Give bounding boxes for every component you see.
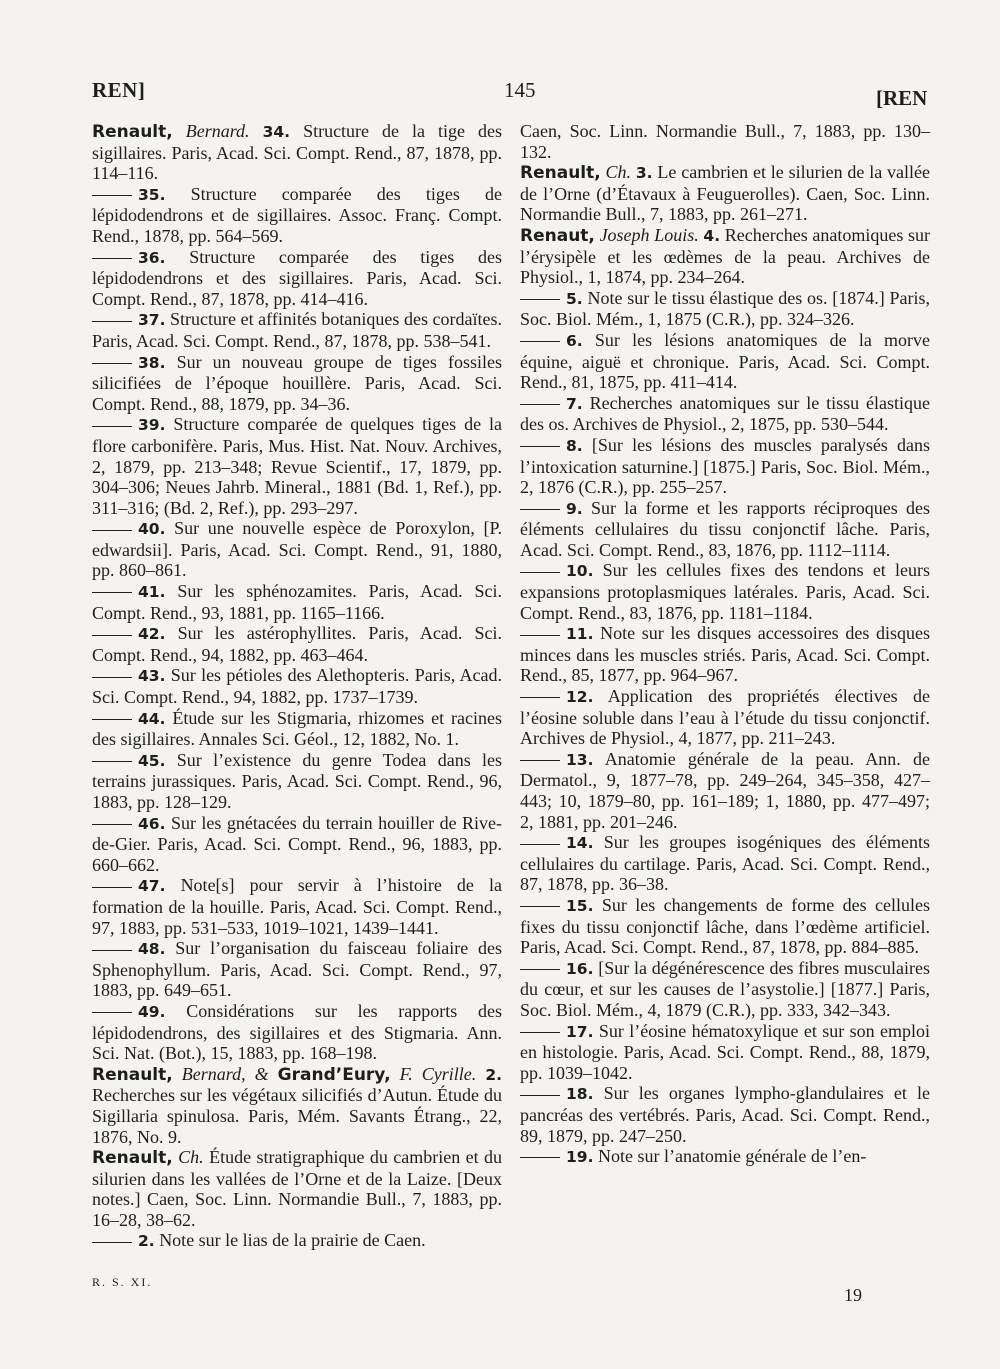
entry-text: Sur les changements de forme des cellules fixes du tissu conjonctif lâche, dans l’œdème artificiel. Paris, Acad. Sci. Compt. Rend., 87, 1878, pp. 884–885.	[520, 894, 930, 958]
entry-text: [Sur les lésions des muscles paralysés dans l’intoxication saturnine.] [1875.] Paris, Soc. Biol. Mém., 2, 1876 (C.R.), pp. 255–257.	[520, 434, 931, 498]
entry-text: Considérations sur les rapports des lépidodendrons, des sigillaires et des Stigmaria. Ann. Sci. Nat. (Bot.), 15, 1883, pp. 168–198.	[92, 1000, 503, 1064]
ditto-dash	[92, 824, 132, 825]
ditto-dash	[92, 592, 132, 593]
ditto-dash	[520, 844, 560, 845]
bibliography-entry	[520, 623, 930, 686]
ditto-dash	[520, 906, 560, 907]
right-column	[520, 121, 930, 1168]
bibliography-entry	[520, 749, 930, 832]
entry-text: Structure comparée des tiges de lépidodendrons et de sigillaires. Assoc. Franç. Compt. Rend., 1878, pp. 564–569.	[92, 183, 502, 246]
entry-text: Note sur le lias de la prairie de Caen.	[159, 1230, 426, 1251]
ditto-dash	[92, 258, 132, 259]
entry-number: 7.	[566, 394, 583, 413]
bibliography-entry	[520, 225, 930, 288]
entry-number: 11.	[566, 625, 594, 644]
bibliography-entry	[92, 352, 502, 415]
entry-text: [Sur la dégénérescence des fibres musculaires du cœur, et sur les causes de l’asystolie.] [1877.] Paris, Soc. Biol. Mém., 4, 1879 (C.R.), pp. 333, 342–343.	[520, 957, 930, 1020]
entry-text: Structure comparée de quelques tiges de la flore carbonifère. Paris, Mus. Hist. Nat. Nouv. Archives, 2, 1879, pp. 213–348; Revue Scientif., 17, 1879, pp. 304–306; Neues Jahrb. Mineral., 1881 (Bd. 1, Ref.), pp. 311–316; (Bd. 2, Ref.), pp. 293–297.	[92, 414, 502, 518]
entry-number: 38.	[138, 353, 166, 372]
entry-number: 36.	[138, 248, 166, 267]
ditto-dash	[520, 404, 560, 405]
bibliography-entry	[520, 1021, 930, 1084]
bibliography-entry	[520, 162, 930, 225]
author-name: Renault,	[520, 163, 601, 184]
entry-text: Sur la forme et les rapports réciproques des éléments cellulaires du tissu conjonctif lâche. Paris, Acad. Sci. Compt. Rend., 83, 1876, pp. 1112–1114.	[520, 497, 931, 560]
entry-number: 6.	[566, 331, 583, 350]
entry-number: 46.	[138, 814, 166, 833]
bibliography-entry	[520, 435, 930, 498]
entry-number: 40.	[138, 520, 166, 539]
entry-number: 14.	[566, 834, 594, 853]
bibliography-entry	[92, 813, 502, 876]
author-name: Renault,	[92, 1064, 173, 1085]
entry-text: Caen, Soc. Linn. Normandie Bull., 7, 1883, pp. 130–132.	[520, 121, 930, 162]
running-head-right: [REN	[876, 86, 928, 110]
author-name: Renault,	[92, 1148, 173, 1169]
author-name: Renaut,	[520, 225, 595, 246]
entry-number: 35.	[138, 185, 166, 204]
ditto-dash	[92, 677, 132, 678]
entry-number: 3.	[635, 164, 653, 183]
entry-text: Étude sur les Stigmaria, rhizomes et racines des sigillaires. Annales Sci. Géol., 12, 1882, No. 1.	[92, 707, 502, 750]
entry-number: 15.	[566, 896, 594, 915]
bibliography-entry	[92, 1147, 502, 1230]
ditto-dash	[92, 195, 132, 196]
ditto-dash	[520, 1032, 560, 1033]
bibliography-entry	[92, 1230, 502, 1252]
entry-number: 39.	[138, 416, 166, 435]
author-given-name: Joseph Louis.	[599, 224, 699, 245]
ditto-dash	[520, 572, 560, 573]
coauthor-name: Grand’Eury,	[277, 1064, 391, 1085]
bibliography-entry	[520, 1083, 930, 1146]
author-given-name: Bernard.	[185, 121, 250, 141]
author-name: Renault,	[92, 122, 173, 142]
bibliography-entry	[92, 247, 502, 310]
entry-number: 18.	[566, 1085, 594, 1104]
author-given-name: Bernard, &	[181, 1063, 278, 1084]
entry-number: 42.	[138, 625, 166, 644]
entry-text: Sur un nouveau groupe de tiges fossiles silicifiées de l’époque houillère. Paris, Acad. Sci. Compt. Rend., 88, 1879, pp. 34–36.	[92, 351, 503, 414]
ditto-dash	[520, 969, 560, 970]
entry-text: Recherches anatomiques sur le tissu élastique des os. Archives de Physiol., 2, 1875, pp. 530–544.	[520, 392, 931, 435]
bibliography-entry	[92, 1001, 502, 1064]
bibliography-entry	[520, 958, 930, 1021]
bibliography-entry	[520, 1146, 930, 1168]
entry-text: Application des propriétés électives de l’éosine soluble dans l’eau à l’étude du tissu conjonctif. Archives de Physiol., 4, 1877, pp. 211–243.	[520, 686, 931, 749]
entry-text: Sur l’éosine hématoxylique et sur son emploi en histologie. Paris, Acad. Sci. Compt. Rend., 88, 1879, pp. 1039–1042.	[520, 1020, 930, 1083]
entry-number: 37.	[138, 311, 166, 330]
entry-number: 12.	[566, 688, 594, 707]
bibliography-entry	[92, 1064, 502, 1147]
ditto-dash	[92, 363, 132, 364]
entry-number: 9.	[566, 499, 583, 518]
sheet-number: 19	[844, 1285, 862, 1305]
entry-text: Note sur le tissu élastique des os. [1874.] Paris, Soc. Biol. Mém., 1, 1875 (C.R.), pp. 324–326.	[520, 287, 931, 330]
entry-text: Sur les gnétacées du terrain houiller de Rive-de-Gier. Paris, Acad. Sci. Compt. Rend., 96, 1883, pp. 660–662.	[92, 812, 503, 875]
bibliography-entry	[520, 330, 930, 393]
entry-number: 8.	[566, 436, 583, 455]
coauthor-given-name: F. Cyrille.	[399, 1063, 477, 1084]
bibliography-entry	[520, 832, 930, 895]
ditto-dash	[92, 530, 132, 531]
bibliography-entry	[92, 414, 502, 518]
bibliography-entry	[92, 750, 502, 813]
entry-text: Sur les sphénozamites. Paris, Acad. Sci. Compt. Rend., 93, 1881, pp. 1165–1166.	[92, 581, 502, 623]
entry-number: 2.	[138, 1232, 155, 1251]
entry-number: 43.	[138, 667, 166, 686]
entry-number: 44.	[138, 709, 166, 728]
ditto-dash	[520, 1157, 560, 1158]
ditto-dash	[92, 950, 132, 951]
page-number: 145	[504, 78, 536, 102]
ditto-dash	[520, 341, 560, 342]
entry-number: 4.	[703, 226, 721, 245]
entry-text: Note sur l’anatomie générale de l’en-	[597, 1146, 867, 1167]
entry-text: Sur l’organisation du faisceau foliaire des Sphenophyllum. Paris, Acad. Sci. Compt. Rend., 97, 1883, pp. 649–651.	[92, 938, 503, 1001]
entry-text: Sur les pétioles des Alethopteris. Paris, Acad. Sci. Compt. Rend., 94, 1882, pp. 1737–1739.	[92, 665, 502, 708]
entry-text: Sur une nouvelle espèce de Poroxylon, [P. edwardsii]. Paris, Acad. Sci. Compt. Rend., 91, 1880, pp. 860–861.	[92, 518, 502, 581]
entry-number: 49.	[138, 1002, 166, 1021]
left-column	[92, 121, 502, 1252]
bibliography-entry	[520, 895, 930, 958]
entry-text: Sur l’existence du genre Todea dans les terrains jurassiques. Paris, Acad. Sci. Compt. Rend., 96, 1883, pp. 128–129.	[92, 749, 503, 812]
entry-text: Recherches anatomiques sur l’érysipèle et les œdèmes de la peau. Archives de Physiol., 1, 1874, pp. 234–264.	[520, 224, 931, 288]
author-given-name: Ch.	[178, 1147, 204, 1168]
entry-number: 2.	[485, 1065, 503, 1084]
ditto-dash	[520, 299, 560, 300]
signature-mark: R. S. XI.	[92, 1275, 153, 1289]
bibliography-entry	[520, 498, 930, 561]
entry-number: 47.	[138, 877, 166, 896]
entry-text: Structure comparée des tiges des lépidodendrons et des sigillaires. Paris, Acad. Sci. Compt. Rend., 87, 1878, pp. 414–416.	[92, 246, 503, 309]
entry-number: 13.	[566, 750, 594, 769]
bibliography-entry	[520, 560, 930, 623]
bibliography-entry	[92, 708, 502, 750]
entry-number: 45.	[138, 751, 166, 770]
running-head-left: REN]	[92, 78, 146, 102]
ditto-dash	[92, 719, 132, 720]
ditto-dash	[92, 1012, 132, 1013]
entry-number: 34.	[262, 123, 291, 141]
entry-text: Note[s] pour servir à l’histoire de la formation de la houille. Paris, Acad. Sci. Compt. Rend., 97, 1883, pp. 531–533, 1019–1021, 1439–1441.	[92, 875, 502, 938]
entry-text: Anatomie générale de la peau. Ann. de Dermatol., 9, 1877–78, pp. 249–264, 345–358, 427–443; 10, 1879–80, pp. 161–189; 1, 1880, pp. 477–497; 2, 1881, pp. 201–246.	[520, 748, 930, 832]
entry-text: Sur les astérophyllites. Paris, Acad. Sci. Compt. Rend., 94, 1882, pp. 463–464.	[92, 623, 502, 665]
ditto-dash	[92, 887, 132, 888]
entry-number: 16.	[566, 959, 594, 978]
entry-number: 5.	[566, 289, 583, 308]
bibliography-entry	[520, 686, 930, 749]
entry-text: Recherches sur les végétaux silicifiés d’Autun. Étude du Sigillaria spinulosa. Paris, Mém. Savants Étrang., 22, 1876, No. 9.	[92, 1085, 502, 1147]
bibliography-entry	[92, 184, 502, 247]
entry-text: Le cambrien et le silurien de la vallée de l’Orne (d’Étavaux à Feuguerolles). Caen, Soc. Linn. Normandie Bull., 7, 1883, pp. 261–271.	[520, 162, 931, 225]
ditto-dash	[520, 1095, 560, 1096]
ditto-dash	[92, 1242, 132, 1243]
ditto-dash	[520, 760, 560, 761]
bibliography-entry	[92, 309, 502, 351]
author-given-name: Ch.	[605, 162, 632, 183]
entry-number: 17.	[566, 1022, 594, 1041]
entry-text: Sur les organes lympho-glandulaires et le pancréas des vertébrés. Paris, Acad. Sci. Compt. Rend., 89, 1879, pp. 247–250.	[520, 1083, 930, 1146]
entry-text: Sur les groupes isogéniques des éléments cellulaires du cartilage. Paris, Acad. Sci. Compt. Rend., 87, 1878, pp. 36–38.	[520, 832, 930, 895]
ditto-dash	[92, 761, 132, 762]
entry-text: Structure et affinités botaniques des cordaïtes. Paris, Acad. Sci. Compt. Rend., 87, 1878, pp. 538–541.	[92, 309, 502, 351]
bibliography-entry	[520, 288, 930, 330]
entry-number: 10.	[566, 562, 594, 581]
bibliography-entry	[92, 623, 502, 665]
ditto-dash	[520, 697, 560, 698]
bibliography-entry	[92, 518, 502, 581]
ditto-dash	[92, 635, 132, 636]
ditto-dash	[92, 321, 132, 322]
bibliography-entry	[520, 393, 930, 435]
entry-number: 19.	[566, 1148, 594, 1167]
entry-text: Note sur les disques accessoires des disques minces dans les muscles striés. Paris, Acad. Sci. Compt. Rend., 85, 1877, pp. 964–967.	[520, 623, 930, 686]
entry-number: 41.	[138, 583, 166, 602]
entry-text: Structure de la tige des sigillaires. Paris, Acad. Sci. Compt. Rend., 87, 1878, pp. 114–116.	[92, 121, 503, 184]
bibliography-entry	[92, 665, 502, 707]
bibliography-entry	[92, 875, 502, 938]
entry-text: Sur les lésions anatomiques de la morve équine, aiguë et chronique. Paris, Acad. Sci. Compt. Rend., 81, 1875, pp. 411–414.	[520, 329, 930, 393]
ditto-dash	[520, 446, 560, 447]
entry-text: Sur les cellules fixes des tendons et leurs expansions protoplasmiques latérales. Paris, Acad. Sci. Compt. Rend., 83, 1876, pp. 1181–1184.	[520, 560, 930, 623]
entry-text: Étude stratigraphique du cambrien et du silurien dans les vallées de l’Orne et de la Laize. [Deux notes.] Caen, Soc. Linn. Normandie Bull., 7, 1883, pp. 16–28, 38–62.	[92, 1147, 503, 1230]
ditto-dash	[520, 509, 560, 510]
ditto-dash	[92, 426, 132, 427]
bibliography-entry	[92, 121, 502, 184]
bibliography-entry	[92, 581, 502, 623]
bibliography-entry	[92, 938, 502, 1001]
bibliography-entry	[520, 121, 930, 162]
ditto-dash	[520, 635, 560, 636]
entry-number: 48.	[138, 940, 166, 959]
